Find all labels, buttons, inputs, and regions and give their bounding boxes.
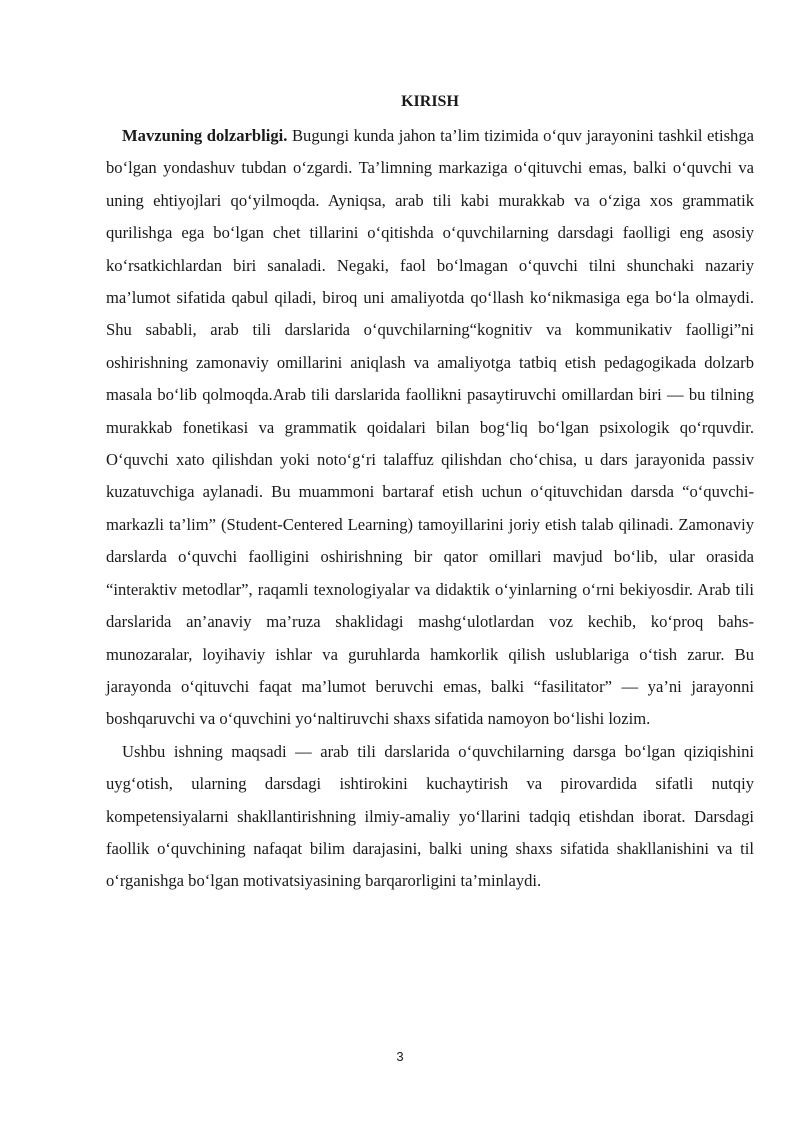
document-page bbox=[106, 92, 754, 898]
paragraph-body: Bugungi kunda jahon ta’lim tizimida o‘quv jarayonini tashkil etishga bo‘lgan yondashuv tubdan o‘zgardi. Ta’limning markaziga o‘qituvchi emas, balki o‘quvchi va uning ehtiyojlari qo‘yilmoqda. Ayniqsa, arab tili kabi murakkab va o‘ziga xos grammatik qurilishga ega bo‘lgan chet tillarini o‘qitishda o‘quvchilarning darsdagi faolligi eng asosiy ko‘rsatkichlardan biri sanaladi. Negaki, faol bo‘lmagan o‘quvchi tilni shunchaki nazariy ma’lumot sifatida qabul qiladi, biroq uni amaliyotda qo‘llash ko‘nikmasiga ega bo‘la olmaydi. Shu sababli, arab tili darslarida o‘quvchilarning“kognitiv va kommunikativ faolligi”ni oshirishning zamonaviy omillarini aniqlash va amaliyotga tatbiq etish pedagogikada dolzarb masala bo‘lib qolmoqda.Arab tili darslarida faollikni pasaytiruvchi omillardan biri — bu tilning murakkab fonetikasi va grammatik qoidalari bilan bog‘liq bo‘lgan psixologik qo‘rquvdir. O‘quvchi xato qilishdan yoki noto‘g‘ri talaffuz qilishdan cho‘chisa, u dars jarayonida passiv kuzatuvchiga aylanadi. Bu muammoni bartaraf etish uchun o‘qituvchidan darsda “o‘quvchi-markazli ta’lim” (Student-Centered Learning) tamoyillarini joriy etish talab qilinadi. Zamonaviy darslarda o‘quvchi faolligini oshirishning bir qator omillari mavjud bo‘lib, ular orasida “interaktiv metodlar”, raqamli texnologiyalar va didaktik o‘yinlarning o‘rni bekiyosdir. Arab tili darslarida an’anaviy ma’ruza shaklidagi mashg‘ulotlardan voz kechib, ko‘proq bahs-munozaralar, loyihaviy ishlar va guruhlarda hamkorlik qilish uslublariga o‘tish zarur. Bu jarayonda o‘qituvchi faqat ma’lumot beruvchi emas, balki “fasilitator” — ya’ni jarayonni boshqaruvchi va o‘quvchini yo‘naltiruvchi shaxs sifatida namoyon bo‘lishi lozim. bbox=[106, 126, 754, 729]
paragraph-goal: Ushbu ishning maqsadi — arab tili darslarida o‘quvchilarning darsga bo‘lgan qiziqishini uyg‘otish, ularning darsdagi ishtirokini kuchaytirish va pirovardida sifatli nutqiy kompetensiyalarni shakllantirishning ilmiy-amaliy yo‘llarini tadqiq etishdan iborat. Darsdagi faollik o‘quvchining nafaqat bilim darajasini, balki uning shaxs sifatida shakllanishini va til o‘rganishga bo‘lgan motivatsiyasining barqarorligini ta’minlaydi. bbox=[106, 741, 754, 891]
paragraph-relevance bbox=[106, 120, 754, 736]
paragraph-lead: Mavzuning dolzarbligi. bbox=[122, 126, 288, 145]
page-number: 3 bbox=[396, 1049, 404, 1064]
section-heading: KIRISH bbox=[401, 93, 459, 110]
